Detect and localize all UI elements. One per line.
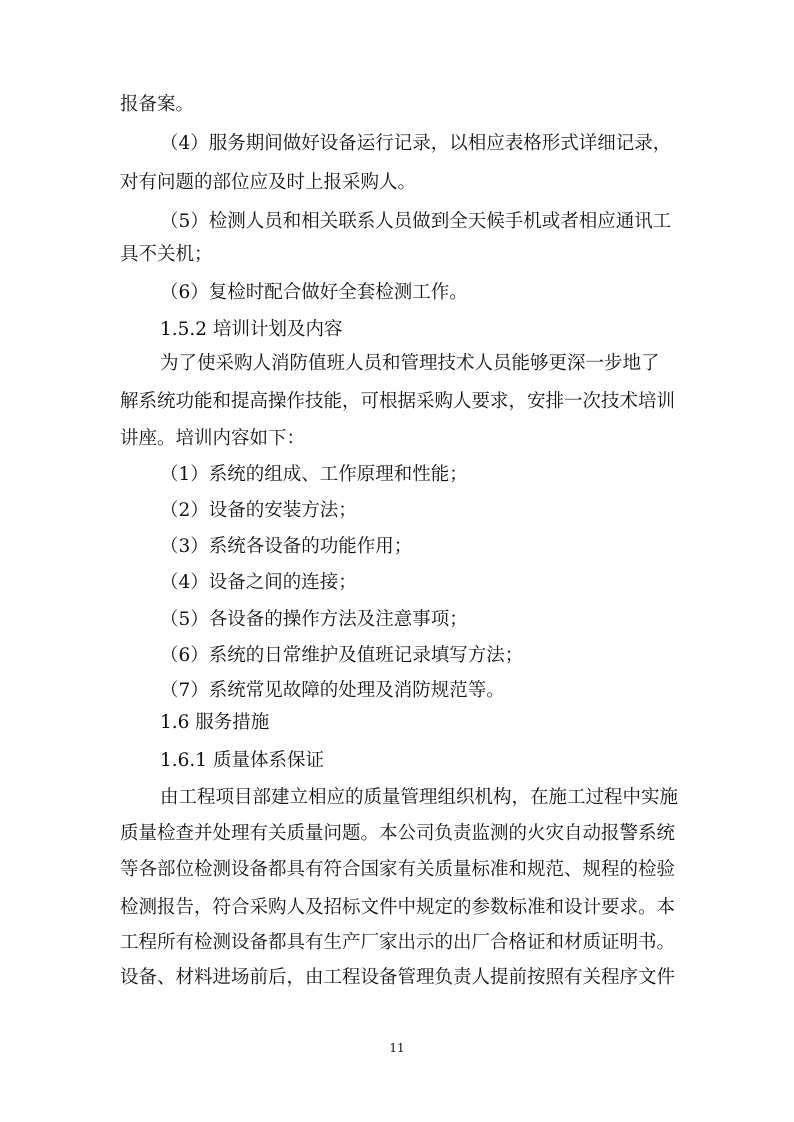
text-line: （4）服务期间做好设备运行记录，以相应表格形式详细记录， [160, 133, 672, 154]
list-item: （4）设备之间的连接； [160, 572, 357, 593]
text-line: 讲座。培训内容如下： [120, 428, 306, 449]
text-line: 由工程项目部建立相应的质量管理组织机构，在施工过程中实施 [160, 787, 679, 808]
list-item: （5）各设备的操作方法及注意事项； [160, 609, 468, 630]
text-line: 报备案。 [120, 94, 195, 115]
text-line: （5）检测人员和相关联系人员做到全天候手机或者相应通讯工 [160, 211, 672, 232]
text-line: 质量检查并处理有关质量问题。本公司负责监测的火灾自动报警系统 [120, 823, 676, 844]
text-line: 等各部位检测设备都具有符合国家有关质量标准和规范、规程的检验 [120, 859, 676, 880]
text-line: 工程所有检测设备都具有生产厂家出示的出厂合格证和材质证明书。 [120, 932, 676, 953]
text-line: 检测报告，符合采购人及招标文件中规定的参数标准和设计要求。本 [120, 897, 676, 918]
text-line: 具不关机； [120, 244, 213, 265]
list-item: （7）系统常见故障的处理及消防规范等。 [160, 680, 505, 701]
page-number: 11 [389, 1041, 405, 1055]
text-line: 为了使采购人消防值班人员和管理技术人员能够更深一步地了 [160, 353, 660, 374]
list-item: （6）系统的日常维护及值班记录填写方法； [160, 645, 524, 666]
text-line: 对有问题的部位应及时上报采购人。 [120, 172, 417, 193]
text-line: （6）复检时配合做好全套检测工作。 [160, 282, 468, 303]
list-item: （1）系统的组成、工作原理和性能； [160, 464, 468, 485]
text-line: 解系统功能和提高操作技能，可根据采购人要求，安排一次技术培训 [120, 391, 676, 412]
section-heading: 1.6.1 质量体系保证 [160, 750, 324, 771]
list-item: （2）设备的安装方法； [160, 500, 357, 521]
list-item: （3）系统各设备的功能作用； [160, 536, 413, 557]
text-line: 设备、材料进场前后，由工程设备管理负责人提前按照有关程序文件 [120, 967, 676, 988]
section-heading: 1.5.2 培训计划及内容 [160, 319, 343, 340]
section-heading: 1.6 服务措施 [160, 712, 270, 733]
